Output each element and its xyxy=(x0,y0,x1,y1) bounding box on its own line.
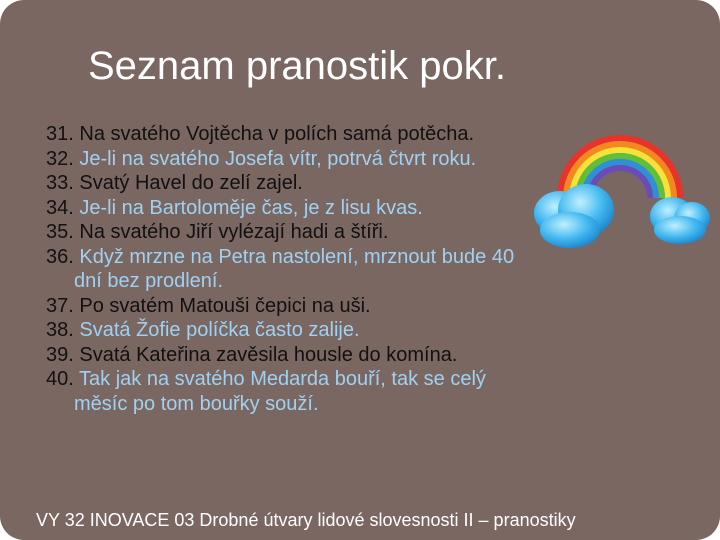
item-text: Tak jak na svatého Medarda bouří, tak se celý xyxy=(79,368,486,390)
item-text: Svatá Žofie políčka často zalije. xyxy=(79,319,360,341)
item-text: Je-li na Bartoloměje čas, je z lisu kvas. xyxy=(79,196,423,219)
list-item xyxy=(46,171,606,196)
item-number: 36. xyxy=(46,245,74,268)
item-number: 37. xyxy=(46,294,74,317)
item-text: Svatý Havel do zelí zajel. xyxy=(79,172,303,194)
item-text: Když mrzne na Petra nastolení, mrznout bude 40 xyxy=(79,245,515,268)
item-text: Svatá Kateřina zavěsila housle do komína. xyxy=(79,343,458,366)
pranostika-list xyxy=(46,122,606,416)
list-item xyxy=(46,196,606,221)
item-number: 32. xyxy=(46,147,74,170)
item-number: 39. xyxy=(46,343,74,366)
rainbow-with-clouds-icon xyxy=(530,118,710,278)
list-item xyxy=(46,343,606,368)
item-number: 31. xyxy=(46,123,74,145)
list-item xyxy=(46,245,606,294)
item-text-continued: dní bez prodlení. xyxy=(74,270,223,292)
list-item xyxy=(46,122,606,147)
item-text: Po svatém Matouši čepici na uši. xyxy=(79,294,371,317)
slide-title: Seznam pranostik pokr. xyxy=(88,44,506,88)
item-number: 40. xyxy=(46,368,74,390)
item-number: 38. xyxy=(46,319,74,341)
item-number: 33. xyxy=(46,172,74,194)
slide-footer: VY 32 INOVACE 03 Drobné útvary lidové slovesnosti II – pranostiky xyxy=(36,510,576,530)
item-text: Na svatého Jiří vylézají hadi a štíři. xyxy=(79,221,389,243)
list-item xyxy=(46,318,606,343)
item-number: 34. xyxy=(46,196,74,219)
list-item xyxy=(46,220,606,245)
list-item xyxy=(46,147,606,172)
item-number: 35. xyxy=(46,221,74,243)
list-item xyxy=(46,294,606,319)
item-text-continued: měsíc po tom bouřky souží. xyxy=(74,392,319,415)
list-item xyxy=(46,367,606,416)
item-text: Je-li na svatého Josefa vítr, potrvá čtvrt roku. xyxy=(79,147,477,170)
item-text: Na svatého Vojtěcha v polích samá potěcha. xyxy=(79,123,475,145)
